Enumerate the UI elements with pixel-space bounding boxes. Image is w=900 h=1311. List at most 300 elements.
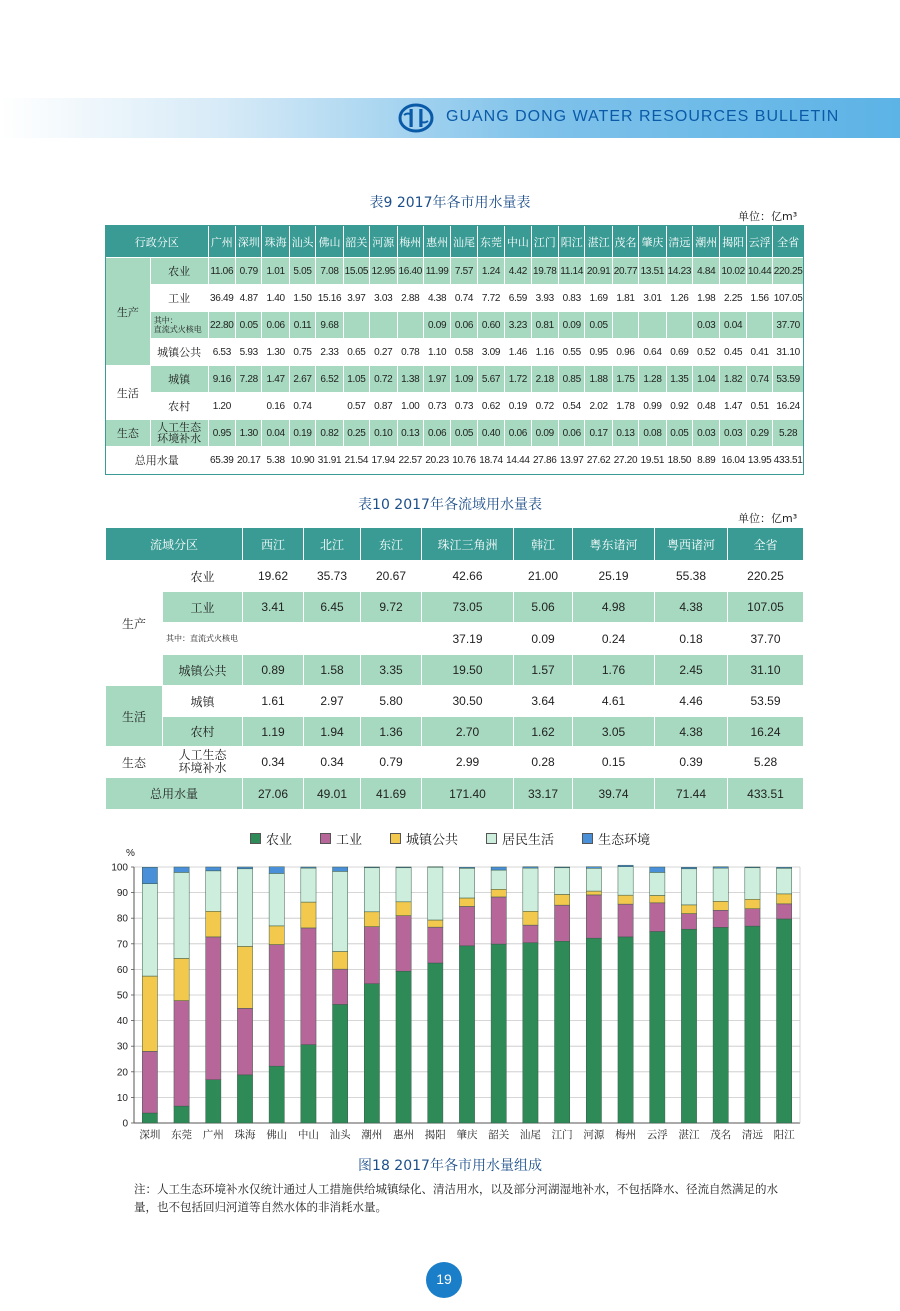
row-label: 工业 bbox=[150, 285, 208, 312]
bar-segment bbox=[364, 927, 379, 984]
column-header: 全省 bbox=[728, 528, 804, 561]
table-cell: 1.28 bbox=[639, 366, 666, 393]
table-cell: 1.88 bbox=[585, 366, 612, 393]
table-cell: 11.99 bbox=[423, 258, 450, 285]
table-cell bbox=[243, 623, 304, 655]
table-cell: 0.78 bbox=[397, 339, 423, 366]
table-cell: 2.18 bbox=[531, 366, 558, 393]
table-cell: 4.38 bbox=[655, 592, 728, 623]
table-cell: 1.56 bbox=[746, 285, 772, 312]
table-cell: 41.69 bbox=[361, 778, 422, 810]
column-header: 广州 bbox=[208, 226, 235, 258]
table-cell: 0.27 bbox=[370, 339, 397, 366]
table-cell: 0.03 bbox=[693, 420, 720, 447]
table-cell bbox=[746, 312, 772, 339]
table-cell: 4.46 bbox=[655, 686, 728, 717]
table-cell: 22.80 bbox=[208, 312, 235, 339]
x-tick-label: 江门 bbox=[551, 1129, 573, 1141]
table-cell bbox=[370, 312, 397, 339]
bar-segment bbox=[681, 905, 696, 914]
table-row bbox=[106, 592, 804, 623]
table-cell: 27.86 bbox=[531, 447, 558, 474]
table-cell: 1.58 bbox=[304, 655, 361, 686]
row-label: 农村 bbox=[163, 717, 243, 747]
table-cell: 20.23 bbox=[423, 447, 450, 474]
column-header: 粤东诸河 bbox=[573, 528, 655, 561]
table-cell: 6.59 bbox=[505, 285, 531, 312]
y-tick-label: 50 bbox=[116, 990, 128, 1002]
table-cell: 0.75 bbox=[289, 339, 315, 366]
row-label: 城镇 bbox=[150, 366, 208, 393]
table-cell: 16.24 bbox=[728, 717, 804, 747]
table-cell: 0.95 bbox=[208, 420, 235, 447]
table-cell: 19.78 bbox=[531, 258, 558, 285]
column-header: 东江 bbox=[361, 528, 422, 561]
table-cell: 220.25 bbox=[773, 258, 804, 285]
bar-segment bbox=[681, 929, 696, 1123]
column-header: 佛山 bbox=[316, 226, 343, 258]
table-cell bbox=[316, 393, 343, 420]
table-cell: 2.97 bbox=[304, 686, 361, 717]
stacked-bar-chart bbox=[111, 842, 808, 1148]
table-cell: 22.57 bbox=[397, 447, 423, 474]
bar-segment bbox=[428, 867, 443, 920]
column-header: 韩江 bbox=[514, 528, 573, 561]
table-cell: 0.34 bbox=[243, 747, 304, 778]
bulletin-title: GUANG DONG WATER RESOURCES BULLETIN bbox=[446, 108, 840, 125]
table-cell: 9.72 bbox=[361, 592, 422, 623]
table-cell: 0.73 bbox=[451, 393, 477, 420]
bar-segment bbox=[713, 868, 728, 901]
table-cell: 8.89 bbox=[693, 447, 720, 474]
y-tick-label: 90 bbox=[116, 888, 128, 900]
bar-segment bbox=[333, 867, 348, 871]
table-cell: 0.08 bbox=[639, 420, 666, 447]
table-cell: 20.91 bbox=[585, 258, 612, 285]
table-cell: 0.45 bbox=[720, 339, 746, 366]
table-cell: 0.09 bbox=[531, 420, 558, 447]
y-tick-label: 70 bbox=[116, 939, 128, 951]
table-cell: 11.06 bbox=[208, 258, 235, 285]
table-cell: 7.28 bbox=[236, 366, 262, 393]
table-cell: 20.17 bbox=[236, 447, 262, 474]
bar-segment bbox=[777, 904, 792, 919]
bar-segment bbox=[491, 867, 506, 870]
x-tick-label: 潮州 bbox=[361, 1129, 383, 1141]
x-tick-label: 云浮 bbox=[646, 1129, 668, 1141]
table-row bbox=[106, 528, 804, 561]
table-cell: 4.84 bbox=[693, 258, 720, 285]
x-tick-label: 阳江 bbox=[773, 1129, 795, 1141]
table-cell: 21.54 bbox=[343, 447, 369, 474]
x-tick-label: 梅州 bbox=[615, 1129, 637, 1141]
bar-segment bbox=[618, 865, 633, 867]
table-cell: 1.10 bbox=[423, 339, 450, 366]
bar-segment bbox=[681, 867, 696, 869]
table-row bbox=[106, 339, 804, 366]
table-cell: 7.57 bbox=[451, 258, 477, 285]
table-cell: 1.61 bbox=[243, 686, 304, 717]
bar-segment bbox=[745, 899, 760, 908]
table-cell: 3.41 bbox=[243, 592, 304, 623]
table-cell: 1.30 bbox=[236, 420, 262, 447]
table-cell: 27.06 bbox=[243, 778, 304, 810]
column-header: 中山 bbox=[505, 226, 531, 258]
table-cell bbox=[639, 312, 666, 339]
table-cell: 0.99 bbox=[639, 393, 666, 420]
table-cell: 1.98 bbox=[693, 285, 720, 312]
column-header: 阳江 bbox=[559, 226, 585, 258]
table-cell: 0.13 bbox=[397, 420, 423, 447]
table-cell: 1.97 bbox=[423, 366, 450, 393]
y-tick-label: 100 bbox=[111, 862, 128, 874]
footnote: 注：人工生态环境补水仅统计通过人工措施供给城镇绿化、清洁用水，以及部分河湖湿地补水，不包括降水、径流自然满足的水量，也不包括回归河道等自然水体的非消耗水量。 bbox=[134, 1182, 778, 1214]
table-cell: 433.51 bbox=[773, 447, 804, 474]
bar-segment bbox=[618, 937, 633, 1123]
table-cell: 31.10 bbox=[773, 339, 804, 366]
table-cell: 27.62 bbox=[585, 447, 612, 474]
table-cell: 4.61 bbox=[573, 686, 655, 717]
table-cell: 3.93 bbox=[531, 285, 558, 312]
column-header: 梅州 bbox=[397, 226, 423, 258]
table-cell: 0.06 bbox=[451, 312, 477, 339]
bar-segment bbox=[491, 870, 506, 889]
bar-segment bbox=[586, 891, 601, 895]
bar-segment bbox=[364, 984, 379, 1123]
column-header: 湛江 bbox=[585, 226, 612, 258]
table-cell: 0.74 bbox=[451, 285, 477, 312]
table-row bbox=[106, 312, 804, 339]
table-cell: 1.72 bbox=[505, 366, 531, 393]
table-cell: 18.74 bbox=[477, 447, 504, 474]
bar-segment bbox=[396, 916, 411, 972]
table-cell: 1.94 bbox=[304, 717, 361, 747]
table-cell: 107.05 bbox=[728, 592, 804, 623]
bar-segment bbox=[269, 873, 284, 925]
table-row bbox=[106, 285, 804, 312]
table-cell: 4.87 bbox=[236, 285, 262, 312]
table-cell: 6.53 bbox=[208, 339, 235, 366]
bar-segment bbox=[745, 926, 760, 1123]
row-label: 总用水量 bbox=[106, 447, 209, 474]
bar-segment bbox=[745, 868, 760, 899]
table-row bbox=[106, 686, 804, 717]
table-cell: 5.67 bbox=[477, 366, 504, 393]
y-tick-label: 60 bbox=[116, 964, 128, 976]
table-cell: 16.24 bbox=[773, 393, 804, 420]
table-cell: 0.72 bbox=[370, 366, 397, 393]
table10-unit: 单位：亿m³ bbox=[738, 512, 798, 525]
table-cell: 0.29 bbox=[746, 420, 772, 447]
table-cell: 13.97 bbox=[559, 447, 585, 474]
table-cell: 19.51 bbox=[639, 447, 666, 474]
table-cell: 0.92 bbox=[666, 393, 692, 420]
table-cell: 0.72 bbox=[531, 393, 558, 420]
bar-segment bbox=[713, 910, 728, 927]
x-tick-label: 广州 bbox=[202, 1129, 224, 1141]
bar-segment bbox=[269, 867, 284, 874]
bar-segment bbox=[269, 926, 284, 945]
table-cell: 107.05 bbox=[773, 285, 804, 312]
x-tick-label: 清远 bbox=[741, 1129, 763, 1141]
legend-label: 生态环境 bbox=[598, 833, 651, 848]
table-cell bbox=[397, 312, 423, 339]
table-cell: 0.15 bbox=[573, 747, 655, 778]
bar-segment bbox=[459, 867, 474, 868]
table-cell: 0.57 bbox=[343, 393, 369, 420]
table-cell bbox=[343, 312, 369, 339]
table-cell: 0.03 bbox=[693, 312, 720, 339]
table-cell: 1.81 bbox=[612, 285, 638, 312]
table-row bbox=[106, 747, 804, 778]
bar-segment bbox=[396, 902, 411, 916]
table-cell: 6.52 bbox=[316, 366, 343, 393]
bar-segment bbox=[555, 941, 570, 1123]
table-row bbox=[106, 623, 804, 655]
bar-segment bbox=[523, 925, 538, 943]
bar-segment bbox=[459, 898, 474, 906]
table-cell: 1.75 bbox=[612, 366, 638, 393]
bar-segment bbox=[650, 867, 665, 872]
bar-segment bbox=[586, 938, 601, 1123]
column-header: 茂名 bbox=[612, 226, 638, 258]
table-cell: 0.03 bbox=[720, 420, 746, 447]
table-cell: 0.69 bbox=[666, 339, 692, 366]
table-cell: 14.44 bbox=[505, 447, 531, 474]
table-cell: 0.95 bbox=[585, 339, 612, 366]
bar-segment bbox=[555, 868, 570, 895]
table-cell: 1.78 bbox=[612, 393, 638, 420]
table-cell: 0.05 bbox=[236, 312, 262, 339]
bar-segment bbox=[650, 895, 665, 902]
bar-segment bbox=[713, 927, 728, 1123]
bar-segment bbox=[491, 897, 506, 944]
bar-segment bbox=[523, 911, 538, 925]
table-cell: 1.38 bbox=[397, 366, 423, 393]
table-cell: 433.51 bbox=[728, 778, 804, 810]
x-tick-label: 湛江 bbox=[678, 1129, 700, 1141]
column-header: 汕头 bbox=[289, 226, 315, 258]
column-header: 河源 bbox=[370, 226, 397, 258]
table-cell: 1.82 bbox=[720, 366, 746, 393]
table-cell: 5.93 bbox=[236, 339, 262, 366]
bar-segment bbox=[523, 943, 538, 1123]
bar-segment bbox=[586, 868, 601, 891]
group-label: 生态 bbox=[106, 420, 151, 447]
group-label: 生活 bbox=[106, 686, 163, 747]
table-cell: 0.73 bbox=[423, 393, 450, 420]
bar-segment bbox=[174, 958, 189, 1000]
table-cell: 19.62 bbox=[243, 561, 304, 592]
bar-segment bbox=[174, 1106, 189, 1123]
bar-segment bbox=[777, 867, 792, 868]
bar-segment bbox=[745, 867, 760, 868]
table-cell: 71.44 bbox=[655, 778, 728, 810]
table-cell: 1.46 bbox=[505, 339, 531, 366]
bar-segment bbox=[237, 946, 252, 1008]
y-tick-label: 40 bbox=[116, 1016, 128, 1028]
bar-segment bbox=[681, 869, 696, 905]
bar-segment bbox=[301, 868, 316, 902]
table-cell: 1.05 bbox=[343, 366, 369, 393]
table-cell: 1.01 bbox=[262, 258, 289, 285]
bar-segment bbox=[650, 872, 665, 895]
basin-water-use-table bbox=[105, 527, 804, 810]
table-cell: 55.38 bbox=[655, 561, 728, 592]
table-cell: 0.85 bbox=[559, 366, 585, 393]
legend-label: 居民生活 bbox=[502, 833, 555, 848]
table-cell: 3.23 bbox=[505, 312, 531, 339]
table-cell: 9.68 bbox=[316, 312, 343, 339]
bar-segment bbox=[206, 867, 221, 871]
table-cell: 4.98 bbox=[573, 592, 655, 623]
table-cell: 25.19 bbox=[573, 561, 655, 592]
column-header: 东莞 bbox=[477, 226, 504, 258]
x-tick-label: 惠州 bbox=[393, 1129, 415, 1141]
table-cell: 0.82 bbox=[316, 420, 343, 447]
bar-segment bbox=[142, 1051, 157, 1113]
table-cell: 14.23 bbox=[666, 258, 692, 285]
bar-segment bbox=[777, 868, 792, 894]
table-row bbox=[106, 366, 804, 393]
bar-segment bbox=[301, 902, 316, 928]
table-cell: 0.10 bbox=[370, 420, 397, 447]
table-cell: 1.47 bbox=[720, 393, 746, 420]
table-cell: 1.19 bbox=[243, 717, 304, 747]
table-cell: 0.17 bbox=[585, 420, 612, 447]
bar-segment bbox=[428, 867, 443, 868]
table-cell: 2.67 bbox=[289, 366, 315, 393]
table-cell: 1.40 bbox=[262, 285, 289, 312]
table-cell: 2.88 bbox=[397, 285, 423, 312]
table-cell: 0.51 bbox=[746, 393, 772, 420]
table-cell: 2.25 bbox=[720, 285, 746, 312]
row-label: 农业 bbox=[150, 258, 208, 285]
table-cell: 16.04 bbox=[720, 447, 746, 474]
table-cell: 3.03 bbox=[370, 285, 397, 312]
bar-segment bbox=[206, 1080, 221, 1123]
table-cell: 20.67 bbox=[361, 561, 422, 592]
column-header: 珠江三角洲 bbox=[422, 528, 514, 561]
table-cell: 42.66 bbox=[422, 561, 514, 592]
table-cell: 0.13 bbox=[612, 420, 638, 447]
column-header: 惠州 bbox=[423, 226, 450, 258]
bar-segment bbox=[237, 1075, 252, 1123]
x-tick-label: 汕头 bbox=[329, 1129, 351, 1141]
column-header: 揭阳 bbox=[720, 226, 746, 258]
table-cell: 0.16 bbox=[262, 393, 289, 420]
bar-segment bbox=[237, 869, 252, 947]
table-cell: 0.06 bbox=[262, 312, 289, 339]
bar-segment bbox=[301, 867, 316, 868]
bar-segment bbox=[333, 1004, 348, 1123]
x-tick-label: 河源 bbox=[583, 1129, 605, 1141]
table-cell: 0.58 bbox=[451, 339, 477, 366]
x-tick-label: 肇庆 bbox=[456, 1129, 478, 1141]
table-cell: 0.48 bbox=[693, 393, 720, 420]
table-cell: 1.47 bbox=[262, 366, 289, 393]
bar-segment bbox=[555, 867, 570, 868]
table9-unit: 单位：亿m³ bbox=[738, 210, 798, 223]
bar-segment bbox=[681, 914, 696, 930]
bar-segment bbox=[618, 895, 633, 904]
table-cell: 15.16 bbox=[316, 285, 343, 312]
bar-segment bbox=[713, 901, 728, 910]
table-cell: 53.59 bbox=[728, 686, 804, 717]
row-label: 其中：直流式火核电 bbox=[163, 623, 243, 655]
table-cell: 0.79 bbox=[361, 747, 422, 778]
row-label: 人工生态 环境补水 bbox=[163, 747, 243, 778]
table-cell: 7.72 bbox=[477, 285, 504, 312]
table-cell: 0.60 bbox=[477, 312, 504, 339]
table-cell: 9.16 bbox=[208, 366, 235, 393]
table-cell: 0.05 bbox=[585, 312, 612, 339]
column-header: 云浮 bbox=[746, 226, 772, 258]
table-cell: 220.25 bbox=[728, 561, 804, 592]
table-cell: 36.49 bbox=[208, 285, 235, 312]
table10-caption: 表10 2017年各流域用水量表 bbox=[358, 497, 542, 513]
table-cell: 5.28 bbox=[773, 420, 804, 447]
table-cell: 1.24 bbox=[477, 258, 504, 285]
table-cell: 1.57 bbox=[514, 655, 573, 686]
table-cell: 0.18 bbox=[655, 623, 728, 655]
table-cell: 15.05 bbox=[343, 258, 369, 285]
table-cell: 11.14 bbox=[559, 258, 585, 285]
bar-segment bbox=[364, 912, 379, 927]
column-header: 西江 bbox=[243, 528, 304, 561]
bar-segment bbox=[555, 894, 570, 905]
bar-segment bbox=[459, 906, 474, 945]
table-cell: 2.99 bbox=[422, 747, 514, 778]
group-label: 生产 bbox=[106, 258, 151, 366]
bar-segment bbox=[269, 945, 284, 1067]
table-cell: 0.05 bbox=[451, 420, 477, 447]
column-header: 汕尾 bbox=[451, 226, 477, 258]
table-cell bbox=[236, 393, 262, 420]
table-cell: 1.20 bbox=[208, 393, 235, 420]
table-cell: 31.10 bbox=[728, 655, 804, 686]
table-cell: 0.40 bbox=[477, 420, 504, 447]
column-header: 潮州 bbox=[693, 226, 720, 258]
bar-segment bbox=[206, 937, 221, 1080]
table-cell: 1.62 bbox=[514, 717, 573, 747]
bar-segment bbox=[523, 868, 538, 911]
table-row bbox=[106, 226, 804, 258]
table-cell: 37.19 bbox=[422, 623, 514, 655]
table-cell: 4.42 bbox=[505, 258, 531, 285]
legend-label: 农业 bbox=[266, 833, 293, 848]
row-label: 城镇 bbox=[163, 686, 243, 717]
column-header: 粤西诸河 bbox=[655, 528, 728, 561]
table-cell: 3.09 bbox=[477, 339, 504, 366]
table-row bbox=[106, 447, 804, 474]
bar-segment bbox=[745, 909, 760, 926]
column-header: 江门 bbox=[531, 226, 558, 258]
table-cell: 0.04 bbox=[262, 420, 289, 447]
bar-segment bbox=[142, 1113, 157, 1123]
table-row bbox=[106, 717, 804, 747]
x-tick-label: 珠海 bbox=[234, 1129, 256, 1141]
table-cell: 0.65 bbox=[343, 339, 369, 366]
table-cell: 27.20 bbox=[612, 447, 638, 474]
table-cell: 6.45 bbox=[304, 592, 361, 623]
table-cell: 2.33 bbox=[316, 339, 343, 366]
bar-segment bbox=[618, 904, 633, 937]
table-cell: 3.35 bbox=[361, 655, 422, 686]
table-cell: 0.06 bbox=[559, 420, 585, 447]
table-cell: 0.28 bbox=[514, 747, 573, 778]
table-cell: 73.05 bbox=[422, 592, 514, 623]
